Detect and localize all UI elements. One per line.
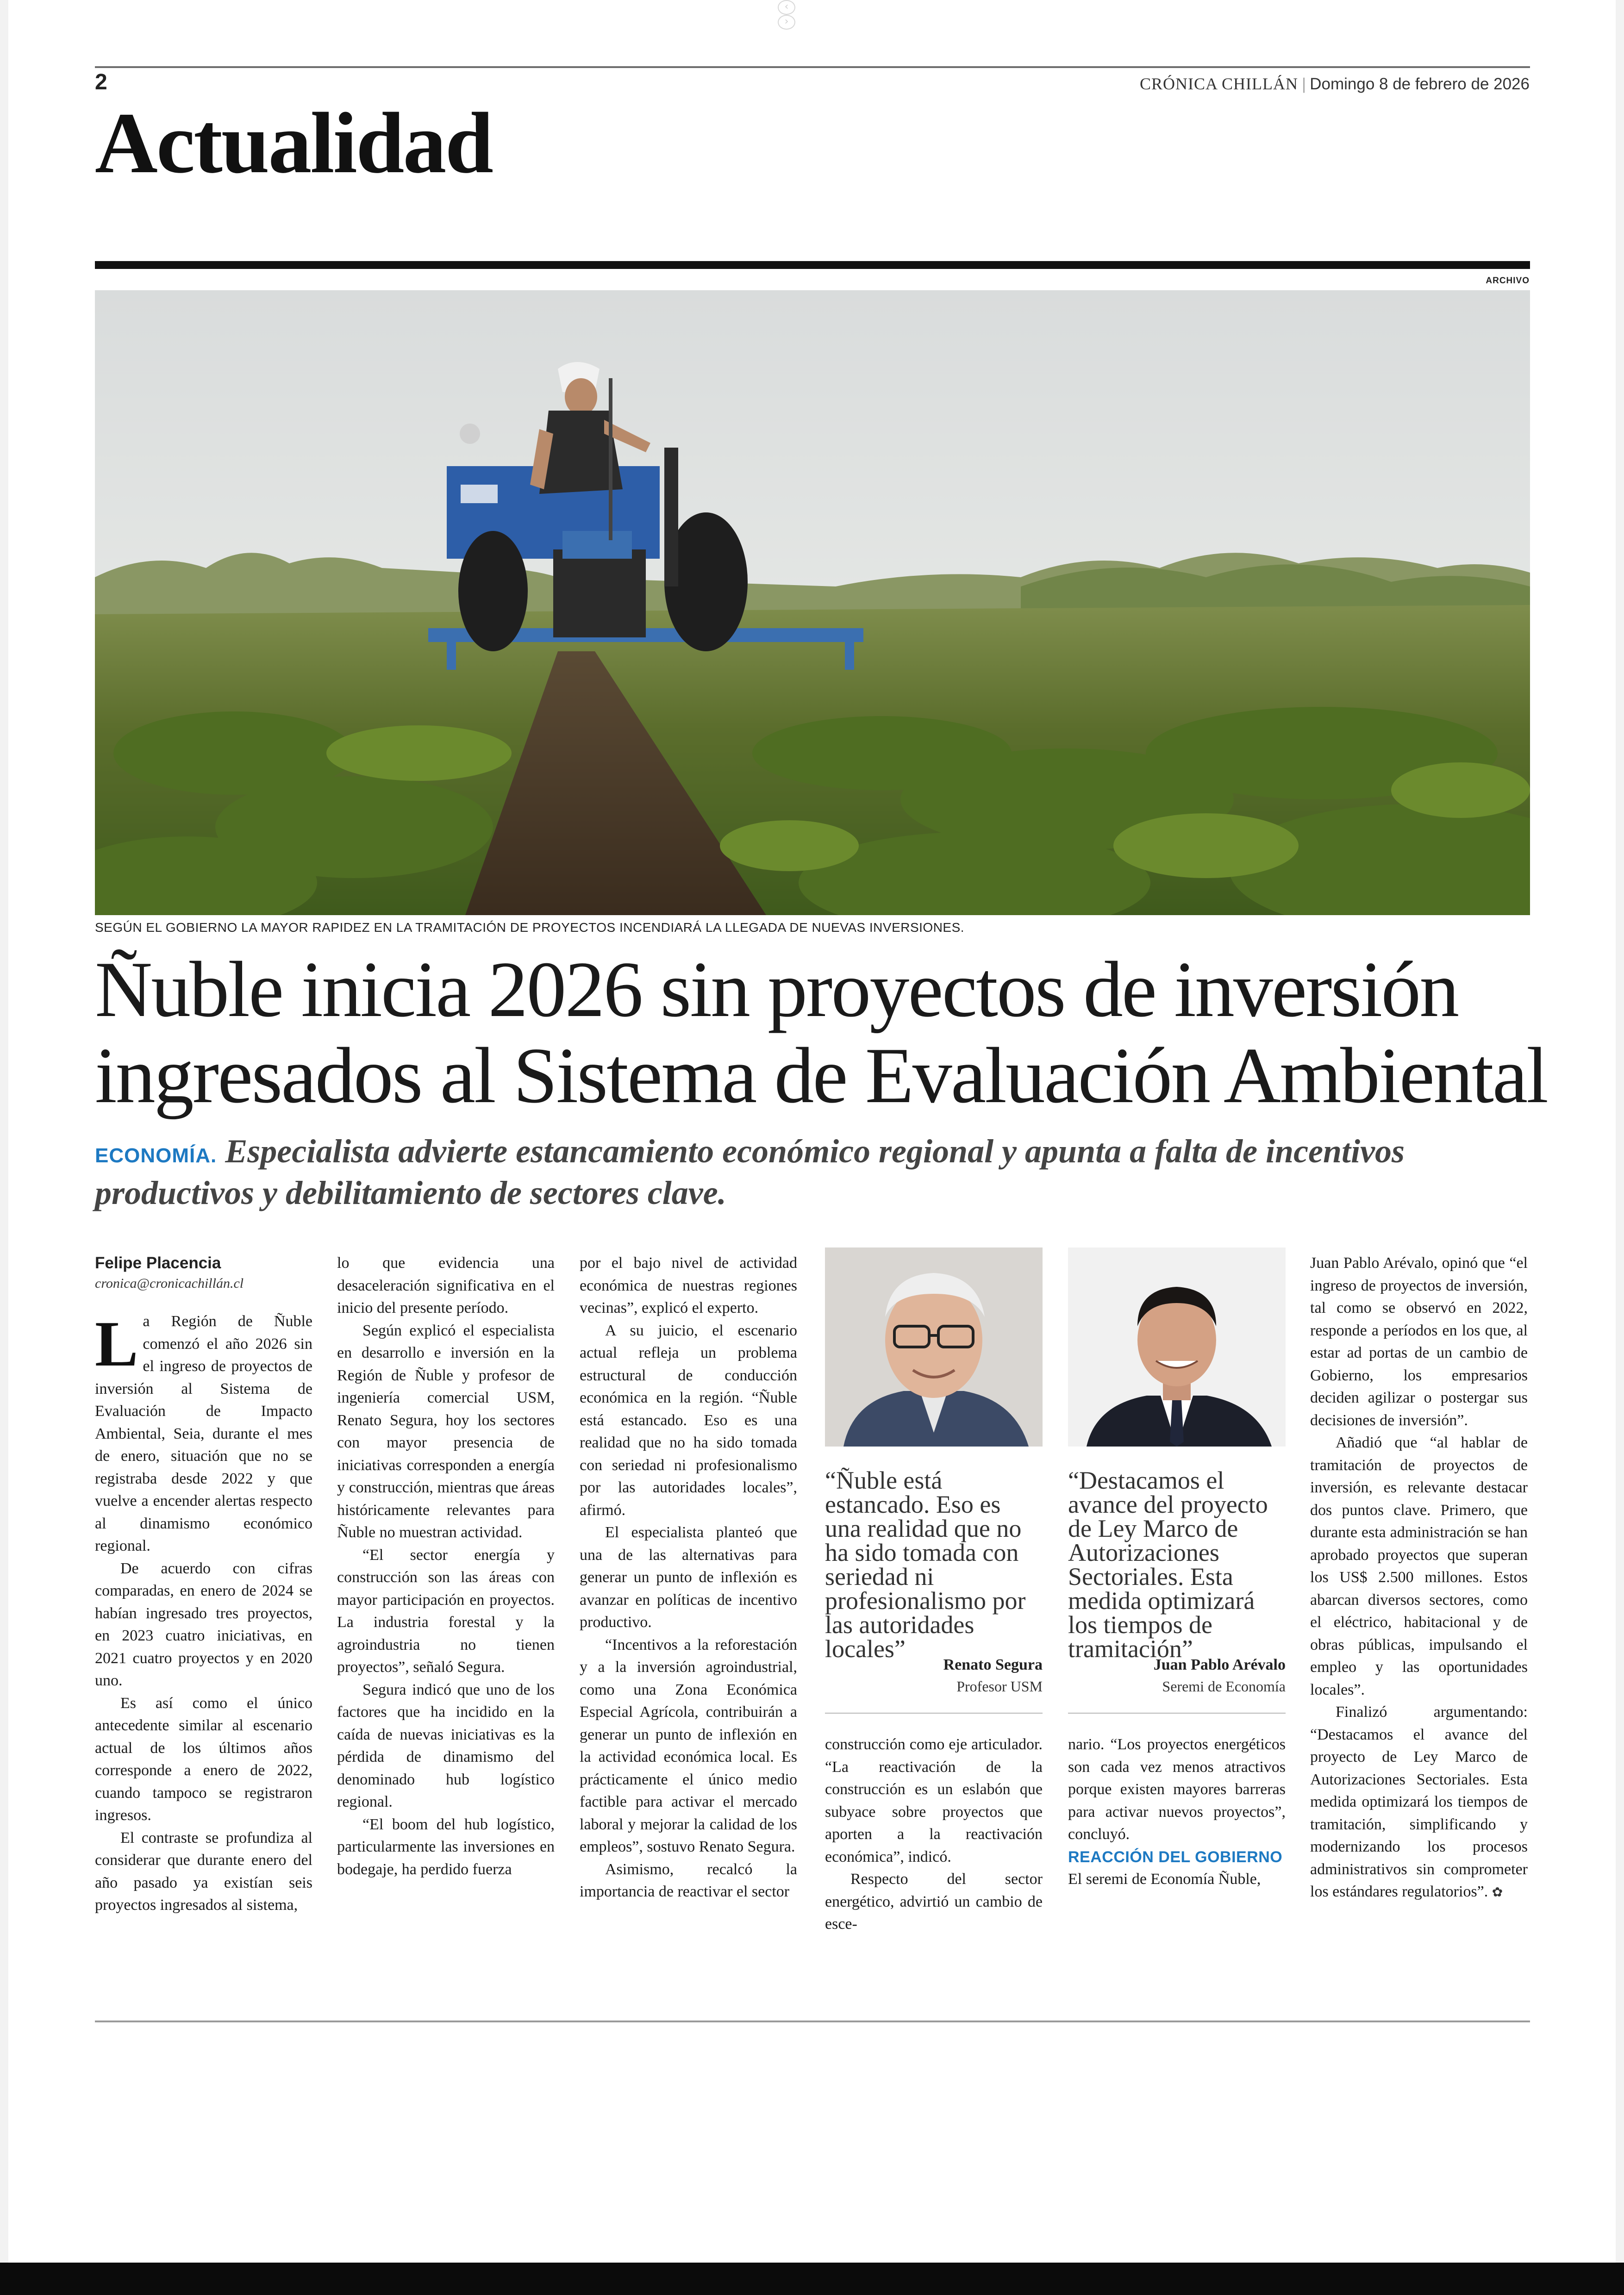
paragraph: De acuerdo con cifras comparadas, en enero de 2024 se habían ingresado tres proyectos, en 2023 cuatro iniciativas, en 2021 cuatro proyectos y en 2020 uno. — [95, 1559, 312, 1689]
paragraph: Respecto del sector energético, advirtió un cambio de esce- — [825, 1871, 1043, 1933]
article-column-6 — [1310, 1252, 1528, 1904]
paragraph: El contraste se profundiza al considerar que durante enero del año pasado ya existían seis proyectos ingresados al sistema, — [95, 1829, 312, 1914]
paragraph: Juan Pablo Arévalo, opinó que “el ingreso de proyectos de inversión, tal como se observó en 2022, responde a períodos en los que, al estar ad portas de un cambio de Gobierno, los empresarios deciden agilizar o postergar sus decisiones de inversión”. — [1310, 1254, 1528, 1429]
paragraph: El especialista planteó que una de las alternativas para generar un punto de inflexión es avanzar en políticas de incentivo productivo. — [580, 1524, 797, 1631]
quote-attribution-name: Renato Segura — [943, 1656, 1043, 1673]
headline-line-2: ingresados al Sistema de Evaluación Ambiental — [95, 1032, 1547, 1120]
viewer-bottom-bar — [0, 2263, 1624, 2295]
paragraph: nario. “Los proyectos energéticos son cada vez menos atractivos porque existen mayores barreras para activar nuevos proyectos”, concluyó. — [1068, 1736, 1286, 1843]
paragraph: “El sector energía y construcción son las áreas con mayor participación en proyectos. La industria forestal y la agroindustria no tienen proyectos”, señaló Segura. — [337, 1546, 555, 1676]
photo-caption: SEGÚN EL GOBIERNO LA MAYOR RAPIDEZ EN LA TRAMITACIÓN DE PROYECTOS INCENDIARÁ LA LLEGADA DE NUEVAS INVERSIONES. — [95, 920, 965, 935]
masthead — [1140, 74, 1530, 94]
viewer-page-nav[interactable] — [778, 0, 819, 27]
paragraph: Añadió que “al hablar de tramitación de proyectos de inversión, es relevante destacar dos puntos clave. Primero, que durante esta administración se han aprobado proyectos que superan los US$ 2.500 millones. Estos abarcan diversos sectores, como el eléctrico, habitacional y de obras públicas, impulsando el empleo y las oportunidades locales”. — [1310, 1434, 1528, 1698]
paragraph: El seremi de Economía Ñuble, — [1068, 1870, 1261, 1888]
paragraph: “Incentivos a la reforestación y a la inversión agroindustrial, como una Zona Económica Especial Agrícola, contribuirán a generar un punto de inflexión en la actividad económica local. Es prácticamente el único medio factible para activar el mercado laboral y mejorar la calidad de los empleos”, sostuvo Renato Segura. — [580, 1636, 797, 1855]
headline — [95, 946, 1547, 1120]
section-title: Actualidad — [95, 94, 492, 191]
paragraph: Es así como el único antecedente similar al escenario actual de los últimos años corresponde a enero de 2022, cuando tampoco se registraron ingresos. — [95, 1694, 312, 1824]
paragraph: construcción como eje articulador. “La reactivación de la construcción es un eslabón que subyace sobre proyectos que aporten a la reactivación económica”, indicó. — [825, 1736, 1043, 1865]
paragraph: A su juicio, el escenario actual refleja un problema estructural de conducción económica en la región. “Ñuble está estancado. Eso es una realidad que no ha sido tomada con seriedad ni profesionalismo por las autoridades locales”, afirmó. — [580, 1322, 797, 1519]
pull-quote: “Ñuble está estancado. Eso es una realidad que no ha sido tomada con seriedad ni profesionalismo por las autoridades locales” — [825, 1466, 1026, 1663]
section-subtitle: REACCIÓN DEL GOBIERNO — [1068, 1848, 1283, 1866]
publication-name: CRÓNICA CHILLÁN — [1139, 75, 1298, 93]
page-number: 2 — [95, 70, 107, 94]
section-rule — [95, 261, 1530, 269]
pull-quote: “Destacamos el avance del proyecto de Ley Marco de Autorizaciones Sectoriales. Esta medida optimizará los tiempos de tramitación” — [1068, 1466, 1268, 1663]
quote-attribution-name: Juan Pablo Arévalo — [1153, 1656, 1286, 1673]
quote-divider — [825, 1713, 1043, 1714]
headline-line-1: Ñuble inicia 2026 sin proyectos de inversión — [95, 946, 1458, 1034]
publication-date: Domingo 8 de febrero de 2026 — [1310, 75, 1530, 93]
paragraph: Segura indicó que uno de los factores que ha incidido en la caída de nuevas iniciativas es la pérdida de dinamismo del denominado hub logístico regional. — [337, 1681, 555, 1810]
paragraph: lo que evidencia una desaceleración significativa en el inicio del presente período. — [337, 1254, 555, 1316]
article-column-2 — [337, 1252, 555, 1881]
masthead-separator: | — [1302, 75, 1306, 93]
byline-author: Felipe Placencia — [95, 1254, 221, 1272]
paragraph: “El boom del hub logístico, particularmente las inversiones en bodegaje, ha perdido fuerza — [337, 1815, 555, 1878]
quote-attribution-role: Seremi de Economía — [1162, 1678, 1286, 1695]
end-of-article-icon: ✿ — [1492, 1884, 1503, 1900]
paragraph — [1310, 1701, 1528, 1904]
header-rule — [95, 66, 1530, 68]
article-column-5 — [1068, 1734, 1286, 1890]
previous-page-icon[interactable]: ‹ — [778, 0, 795, 15]
lead-photo — [95, 290, 1530, 915]
paragraph-text: Finalizó argumentando: “Destacamos el avance del proyecto de Ley Marco de Autorizaciones Sectoriales. Esta medida optimizará los tiempos de tramitación, simplificando y modernizando los procesos administrativos sin comprometer los estándares regulatorios”. — [1310, 1703, 1528, 1900]
article-column-3 — [580, 1252, 797, 1903]
footer-rule — [95, 2021, 1530, 2022]
viewer-frame-right — [1616, 0, 1624, 2264]
drop-cap: L — [95, 1308, 138, 1380]
quote-attribution-role: Profesor USM — [956, 1678, 1043, 1695]
article-column-4 — [825, 1734, 1043, 1936]
subheadline — [95, 1130, 1530, 1214]
quote-divider — [1068, 1713, 1286, 1714]
subhead-kicker: ECONOMÍA. — [95, 1144, 217, 1167]
lead-text: a Región de Ñuble comenzó el año 2026 sin el ingreso de proyectos de inversión al Sistema de Evaluación de Impacto Ambiental, Seia, durante el mes de enero, situación que no se registraba desde 2022 y que vuelve a encender alertas respecto al dinamismo económico regional. — [95, 1313, 312, 1554]
next-page-icon[interactable]: › — [778, 15, 795, 30]
photo-credit: ARCHIVO — [1486, 276, 1530, 286]
article-column-1 — [95, 1252, 312, 1917]
portrait-renato-segura — [825, 1247, 1043, 1447]
subhead-text: Especialista advierte estancamiento económico regional y apunta a falta de incentivos productivos y debilitamiento de sectores clave. — [95, 1133, 1405, 1211]
paragraph: por el bajo nivel de actividad económica de nuestras regiones vecinas”, explicó el experto. — [580, 1254, 797, 1316]
paragraph: Asimismo, recalcó la importancia de reactivar el sector — [580, 1860, 797, 1900]
lead-paragraph — [95, 1310, 312, 1558]
viewer-frame-left — [0, 0, 8, 2264]
portrait-juan-pablo-arevalo — [1068, 1247, 1286, 1447]
byline-email[interactable]: cronica@cronicachillán.cl — [95, 1276, 244, 1291]
paragraph: Según explicó el especialista en desarrollo e inversión en la Región de Ñuble y profesor de ingeniería comercial USM, Renato Segura, hoy los sectores con mayor presencia de iniciativas corresponden a energía y construcción, mientras que áreas históricamente relevantes para Ñuble no muestran actividad. — [337, 1322, 555, 1541]
